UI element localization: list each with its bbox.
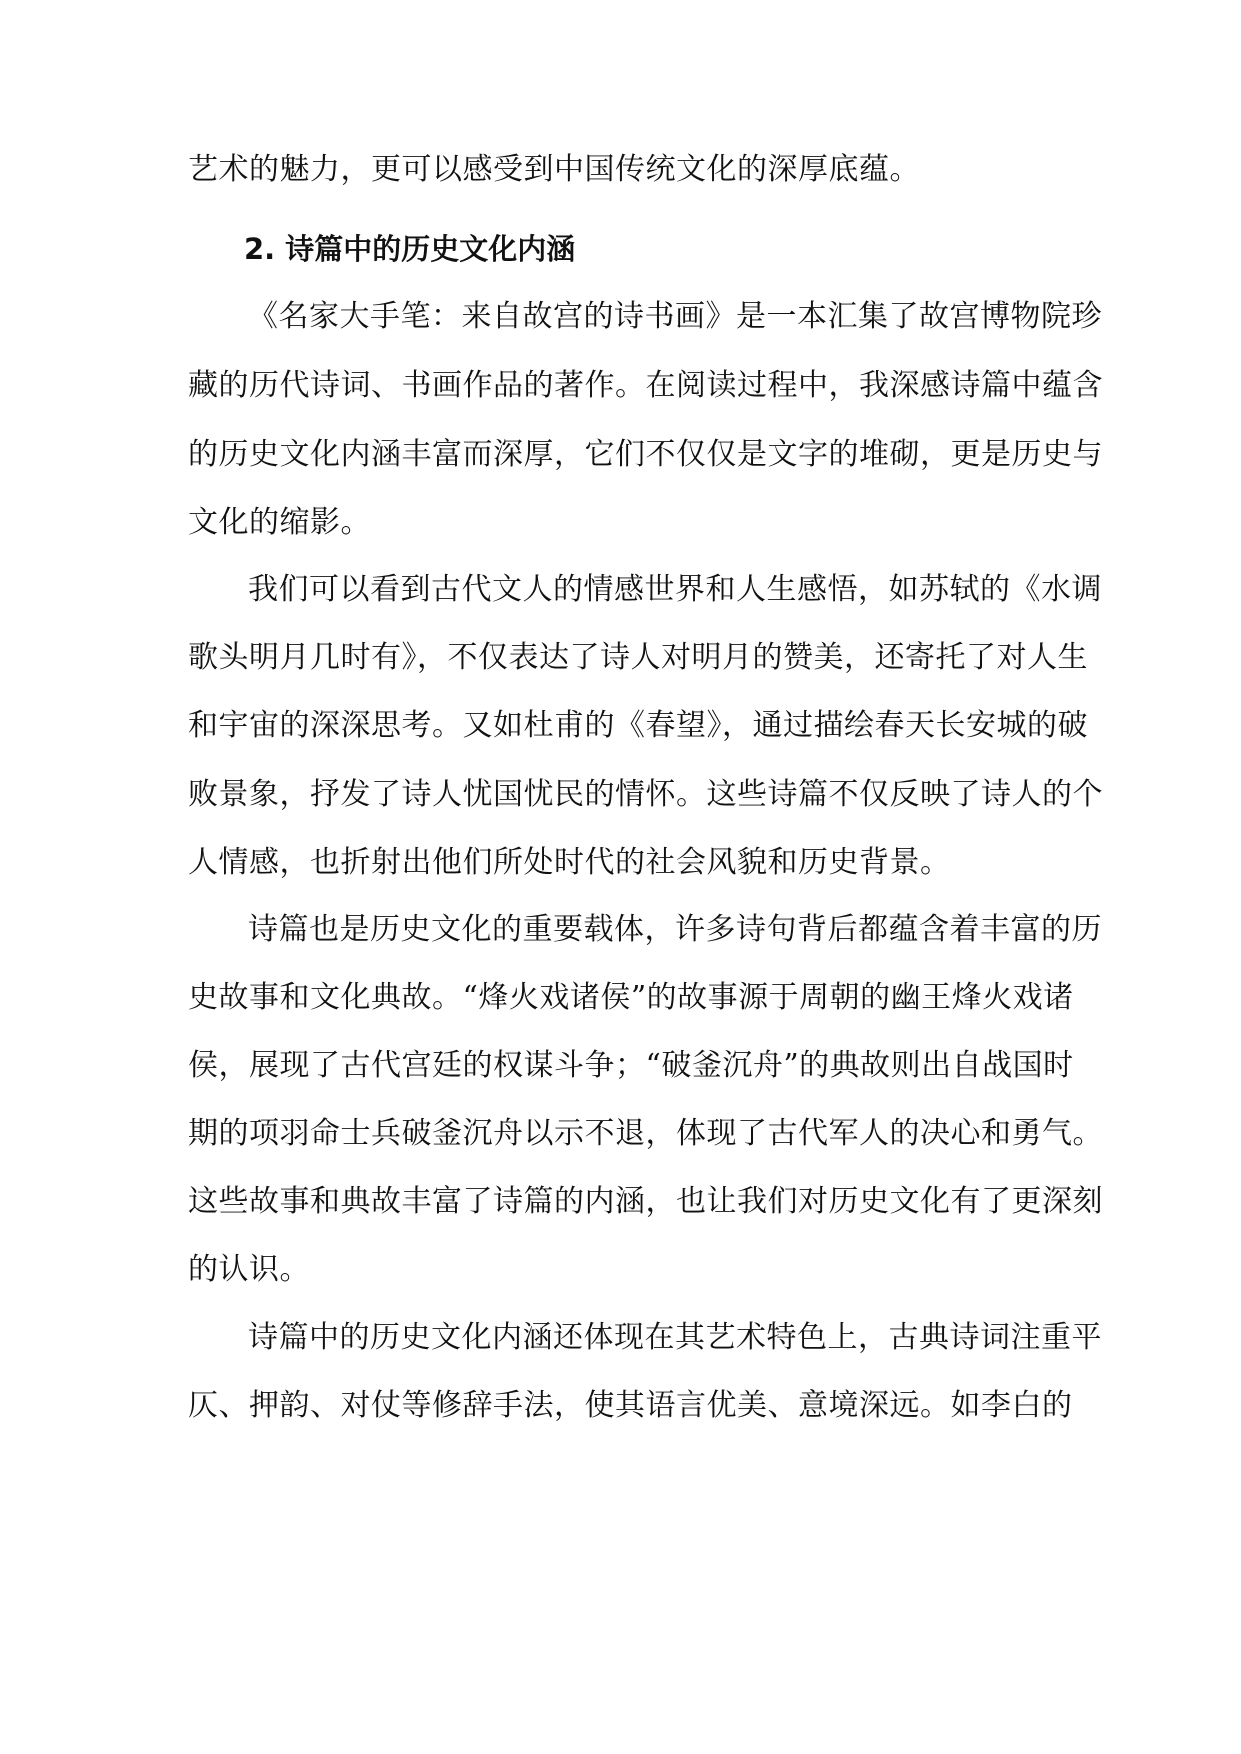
paragraph-line: 史故事和文化典故。“烽火戏诸侯”的故事源于周朝的幽王烽火戏诸: [188, 980, 1074, 1015]
paragraph-line: 败景象，抒发了诗人忧国忧民的情怀。这些诗篇不仅反映了诗人的个: [188, 777, 1103, 812]
paragraph-line: 的历史文化内涵丰富而深厚，它们不仅仅是文字的堆砌，更是历史与: [188, 437, 1103, 472]
paragraph-line: 《名家大手笔：来自故宫的诗书画》是一本汇集了故宫博物院珍: [248, 299, 1102, 334]
intro-tail-line: 艺术的魅力，更可以感受到中国传统文化的深厚底蕴。: [188, 152, 920, 187]
paragraph-line: 侯，展现了古代宫廷的权谋斗争；“破釜沉舟”的典故则出自战国时: [188, 1048, 1074, 1083]
paragraph-line: 诗篇中的历史文化内涵还体现在其艺术特色上，古典诗词注重平: [248, 1320, 1102, 1355]
paragraph-line: 文化的缩影。: [188, 505, 371, 540]
paragraph-line: 和宇宙的深深思考。又如杜甫的《春望》，通过描绘春天长安城的破: [188, 708, 1088, 743]
paragraph-line: 我们可以看到古代文人的情感世界和人生感悟，如苏轼的《水调: [248, 572, 1102, 607]
paragraph-line: 仄、押韵、对仗等修辞手法，使其语言优美、意境深远。如李白的: [188, 1388, 1073, 1423]
paragraph-line: 诗篇也是历史文化的重要载体，许多诗句背后都蕴含着丰富的历: [248, 912, 1102, 947]
paragraph-line: 歌头明月几时有》，不仅表达了诗人对明月的赞美，还寄托了对人生: [188, 640, 1088, 675]
paragraph-line: 期的项羽命士兵破釜沉舟以示不退，体现了古代军人的决心和勇气。: [188, 1116, 1103, 1151]
paragraph-line: 的认识。: [188, 1252, 310, 1287]
paragraph-line: 人情感，也折射出他们所处时代的社会风貌和历史背景。: [188, 845, 951, 880]
paragraph-line: 藏的历代诗词、书画作品的著作。在阅读过程中，我深感诗篇中蕴含: [188, 368, 1103, 403]
section-heading: 2. 诗篇中的历史文化内涵: [244, 232, 576, 266]
paragraph-line: 这些故事和典故丰富了诗篇的内涵，也让我们对历史文化有了更深刻: [188, 1184, 1103, 1219]
